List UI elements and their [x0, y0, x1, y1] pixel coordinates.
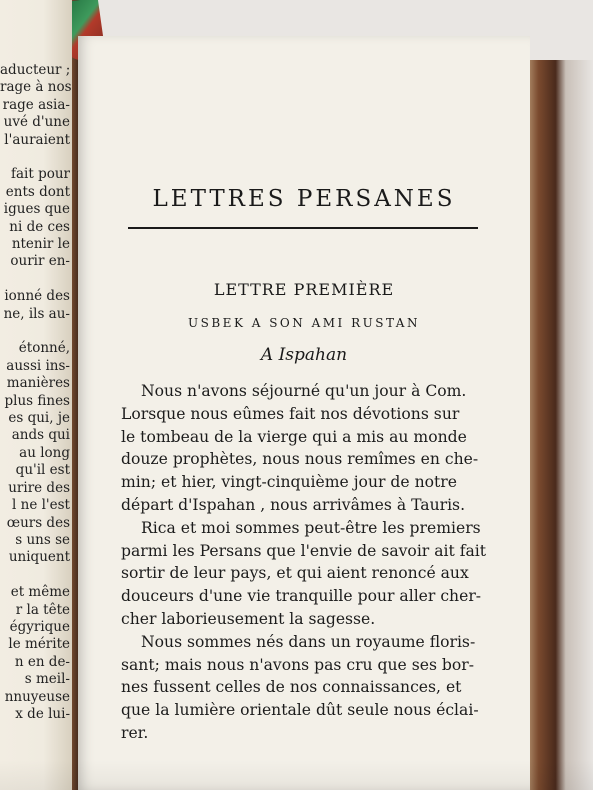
body-line: Lorsque nous eûmes fait nos dévotions sur — [121, 404, 460, 423]
left-page-line: et même — [10, 584, 70, 601]
book-edge — [525, 60, 593, 790]
left-page-line: égyrique — [9, 618, 70, 635]
body-line: parmi les Persans que l'envie de savoir ait fait — [121, 541, 487, 560]
left-page-line: fait pour — [11, 166, 70, 183]
left-page-line: x de lui- — [15, 705, 70, 722]
letter-place: A Ispahan — [260, 345, 348, 365]
left-page-line: aussi ins- — [6, 357, 70, 374]
title-rule — [128, 227, 478, 229]
right-page — [78, 36, 530, 790]
left-page-line: l'auraient — [4, 131, 70, 148]
page-title: LETTRES PERSANES — [152, 186, 456, 212]
left-page-text — [0, 62, 72, 723]
body-line: le tombeau de la vierge qui a mis au monde — [121, 427, 467, 446]
left-page-line: manières — [6, 375, 70, 392]
left-page-line: ntenir le — [11, 236, 70, 253]
left-page-line: n en de- — [14, 653, 70, 670]
left-page-line: qu'il est — [15, 462, 70, 479]
bottom-shadow — [0, 760, 593, 790]
letter-body — [121, 380, 493, 745]
letter-heading: LETTRE PREMIÈRE — [213, 280, 395, 299]
left-page-line: s meil- — [24, 671, 70, 688]
body-line: rer. — [121, 723, 149, 742]
body-line: Nous sommes nés dans un royaume floris- — [141, 632, 476, 651]
left-page-line: ents dont — [5, 183, 70, 200]
left-page-line — [0, 567, 72, 584]
body-line: départ d'Ispahan , nous arrivâmes à Tauris. — [121, 495, 466, 514]
left-page-line: œurs des — [6, 514, 70, 531]
body-line: Rica et moi sommes peut-être les premiers — [141, 518, 481, 537]
left-page-line: aducteur ; — [0, 62, 71, 78]
body-line: cher laborieusement la sagesse. — [121, 609, 376, 628]
left-page-line: rage asia- — [2, 96, 70, 113]
left-page-line: uniquent — [8, 549, 70, 566]
left-page-line: nnuyeuse — [4, 688, 70, 705]
left-page-line: igues que — [3, 201, 70, 218]
left-page — [0, 0, 72, 790]
body-line: sant; mais nous n'avons pas cru que ses bor- — [121, 655, 475, 674]
left-page-line: s uns se — [15, 531, 70, 548]
body-line: sortir de leur pays, et qui aient renoncé aux — [121, 564, 469, 583]
left-page-line: l ne l'est — [12, 497, 70, 514]
letter-addressee: USBEK A SON AMI RUSTAN — [188, 316, 420, 330]
body-line: douceurs d'une vie tranquille pour aller cher- — [121, 587, 482, 606]
left-page-line: urire des — [8, 479, 70, 496]
left-page-line: uvé d'une — [3, 114, 70, 131]
body-line: nes fussent celles de nos connaissances, et — [121, 678, 462, 697]
left-page-line: ourir en- — [10, 253, 70, 270]
body-line: que la lumière orientale dût seule nous éclai- — [121, 701, 479, 720]
body-line: Nous n'avons séjourné qu'un jour à Com. — [141, 382, 467, 400]
left-page-line: au long — [19, 444, 70, 461]
left-page-line — [0, 149, 72, 166]
left-page-line: le mérite — [8, 636, 70, 653]
left-page-line: rage à nos — [0, 79, 72, 96]
body-line: douze prophètes, nous nous remîmes en che- — [121, 450, 479, 469]
left-page-line: ni de ces — [9, 218, 70, 235]
left-page-line: ne, ils au- — [3, 305, 70, 322]
left-page-line: ionné des — [4, 288, 70, 305]
left-page-line: plus fines — [4, 392, 70, 409]
left-page-line: étonné, — [18, 340, 70, 357]
left-page-line — [0, 271, 72, 288]
left-page-line: ands qui — [11, 427, 70, 444]
body-line: min; et hier, vingt-cinquième jour de notre — [121, 473, 457, 492]
left-page-line: es qui, je — [8, 410, 70, 427]
left-page-line: r la tête — [15, 601, 70, 618]
left-page-line — [0, 323, 72, 340]
